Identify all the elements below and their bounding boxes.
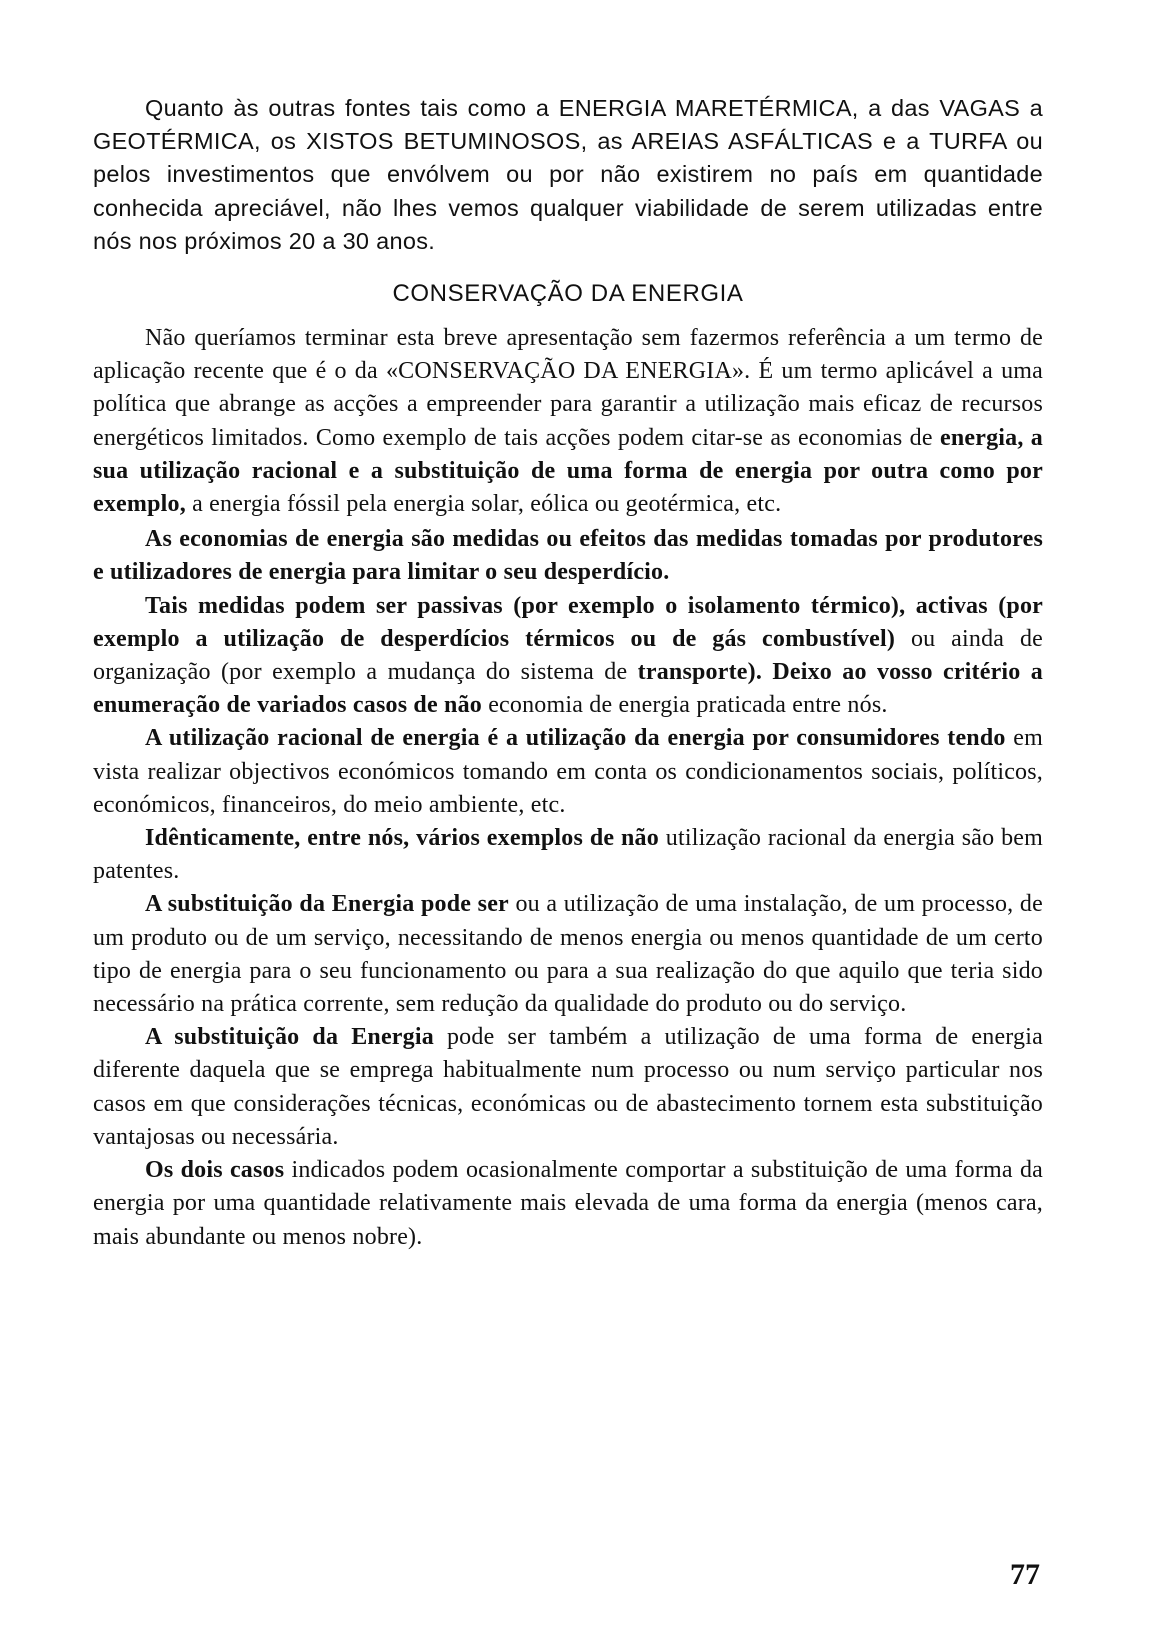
paragraph-rational-use-regular: em vista realizar objectivos económicos tomando em conta os condicionamentos sociais, políticos, económicos, financeiros, do meio ambiente, etc. xyxy=(93,725,1043,818)
paragraph-identically xyxy=(93,822,1043,888)
page-number: 77 xyxy=(1010,1558,1040,1591)
paragraph-conservation-intro-tail: a energia fóssil pela energia solar, eólica ou geotérmica, etc. xyxy=(192,491,782,518)
paragraph-two-cases xyxy=(93,1154,1043,1254)
paragraph-two-cases-bold: Os dois casos xyxy=(145,1157,285,1184)
section-heading: CONSERVAÇÃO DA ENERGIA xyxy=(392,280,744,308)
page-body xyxy=(93,92,1043,1254)
paragraph-measures-regular: ou ainda de organização (por exemplo a mudança do sistema de xyxy=(93,625,1044,686)
paragraph-conservation-intro-regular: Não queríamos terminar esta breve apresentação sem fazermos referência a um termo de aplicação recente que é o da «CONSERVAÇÃO DA ENERGIA». É um termo aplicável a uma política que abrange as acções a empreender para garantir a utilização mais eficaz de recursos energéticos limitados. Como exemplo de tais acções podem citar-se as economias de xyxy=(93,325,1043,451)
paragraph-substitution-1-regular: ou a utilização de uma instalação, de um processo, de um produto ou de um serviço, necessitando de menos energia ou menos quantidade de um certo tipo de energia para o seu funcionamento ou para a sua realização do que aquilo que teria sido necessário na prática corrente, sem redução da qualidade do produto ou do serviço. xyxy=(93,891,1043,1018)
paragraph-rational-use-bold: A utilização racional de energia é a utilização da energia por consumidores tendo xyxy=(145,725,1006,752)
paragraph-conservation-intro-bold: energia, a sua utilização racional e a substituição de uma forma de energia por outra como por exemplo, xyxy=(93,424,1044,518)
paragraph-identically-regular: utilização racional da energia são bem patentes. xyxy=(93,825,1044,885)
paragraph-substitution-1-bold: A substituição da Energia pode ser xyxy=(145,891,509,918)
paragraph-two-cases-regular: indicados podem ocasionalmente comportar a substituição de uma forma da energia por uma quantidade relativamente mais elevada de uma forma da energia (menos cara, mais abundante ou menos nobre). xyxy=(93,1157,1044,1250)
paragraph-measures-bold: Tais medidas podem ser passivas (por exemplo o isolamento térmico), activas (por exemplo a utilização de desperdícios térmicos ou de gás combustível) xyxy=(93,592,1043,652)
paragraph-rational-use xyxy=(93,722,1043,822)
paragraph-substitution-2 xyxy=(93,1021,1043,1154)
paragraph-measures-tail: economia de energia praticada entre nós. xyxy=(488,692,888,719)
paragraph-energy-economies: As economias de energia são medidas ou efeitos das medidas tomadas por produtores e utilizadores de energia para limitar o seu desperdício. xyxy=(93,526,1043,586)
paragraph-conservation-intro xyxy=(93,322,1043,521)
paragraph-substitution-2-regular: pode ser também a utilização de uma forma de energia diferente daquela que se emprega habitualmente num processo ou num serviço particular nos casos em que considerações técnicas, económicas ou de abastecimento tornem esta substituição vantajosas ou necessária. xyxy=(93,1024,1043,1150)
paragraph-identically-bold: Idênticamente, entre nós, vários exemplos de não xyxy=(145,825,659,852)
paragraph-substitution-1 xyxy=(93,888,1043,1021)
paragraph-measures xyxy=(93,590,1043,723)
paragraph-measures-bold-2: transporte). Deixo ao vosso critério a enumeração de variados casos de não xyxy=(93,659,1043,719)
paragraph-substitution-2-bold: A substituição da Energia xyxy=(145,1024,434,1051)
paragraph-other-sources: Quanto às outras fontes tais como a ENERGIA MARETÉRMICA, a das VAGAS a GEOTÉRMICA, os XISTOS BETUMINOSOS, as AREIAS ASFÁLTICAS e a TURFA ou pelos investimentos que envólvem ou por não existirem no país em quantidade conhecida apreciável, não lhes vemos qualquer viabilidade de serem utilizadas entre nós nos próximos 20 a 30 anos. xyxy=(93,95,1043,254)
